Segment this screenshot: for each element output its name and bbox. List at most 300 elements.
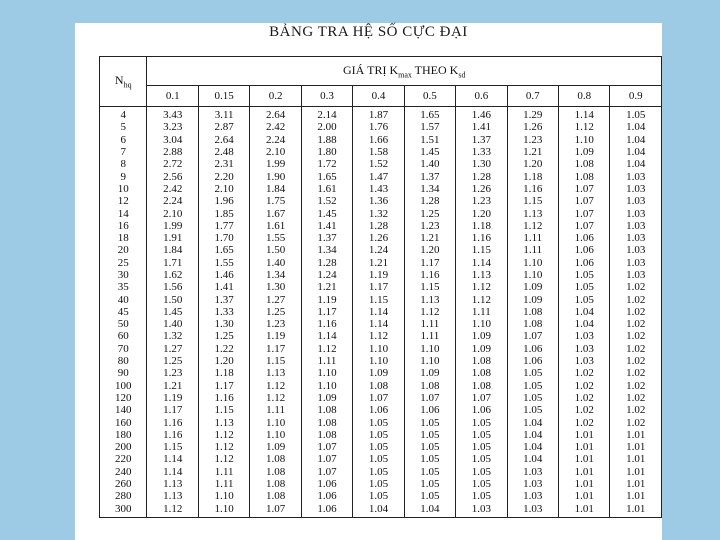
- table-row: [100, 146, 662, 158]
- kmax-cell: 1.03: [610, 207, 662, 219]
- kmax-cell: 1.07: [558, 207, 609, 219]
- kmax-cell: 1.37: [301, 232, 352, 244]
- kmax-cell: 1.70: [198, 232, 249, 244]
- kmax-cell: 1.28: [301, 257, 352, 269]
- kmax-cell: 1.10: [404, 355, 455, 367]
- kmax-cell: 1.05: [456, 416, 507, 428]
- kmax-cell: 1.50: [147, 293, 198, 305]
- kmax-cell: 1.45: [147, 306, 198, 318]
- table-row: [100, 416, 662, 428]
- kmax-cell: 1.14: [353, 306, 404, 318]
- kmax-cell: 1.08: [558, 158, 609, 170]
- kmax-cell: 1.02: [558, 404, 609, 416]
- kmax-cell: 1.23: [147, 367, 198, 379]
- kmax-cell: 1.41: [301, 220, 352, 232]
- table-row: [100, 318, 662, 330]
- kmax-cell: 1.03: [558, 343, 609, 355]
- kmax-cell: 1.84: [250, 183, 301, 195]
- kmax-cell: 2.88: [147, 146, 198, 158]
- kmax-cell: 1.55: [198, 257, 249, 269]
- kmax-cell: 1.02: [558, 367, 609, 379]
- kmax-cell: 1.12: [558, 121, 609, 133]
- kmax-cell: 1.14: [456, 257, 507, 269]
- kmax-cell: 1.16: [198, 392, 249, 404]
- kmax-cell: 1.11: [507, 244, 558, 256]
- kmax-cell: 1.17: [301, 306, 352, 318]
- kmax-cell: 1.04: [507, 453, 558, 465]
- kmax-cell: 1.03: [610, 244, 662, 256]
- kmax-cell: 1.03: [610, 195, 662, 207]
- kmax-cell: 1.16: [147, 416, 198, 428]
- kmax-cell: 2.10: [198, 183, 249, 195]
- nhq-cell: 240: [100, 466, 147, 478]
- nhq-header: [100, 57, 147, 107]
- kmax-cell: 1.05: [404, 490, 455, 502]
- kmax-cell: 1.33: [198, 306, 249, 318]
- nhq-label: N: [114, 73, 124, 88]
- kmax-cell: 1.26: [507, 121, 558, 133]
- kmax-cell: 2.72: [147, 158, 198, 170]
- kmax-cell: 2.48: [198, 146, 249, 158]
- kmax-cell: 1.17: [404, 257, 455, 269]
- kmax-cell: 1.23: [250, 318, 301, 330]
- kmax-cell: 1.27: [147, 343, 198, 355]
- kmax-cell: 1.05: [456, 466, 507, 478]
- kmax-cell: 1.02: [610, 380, 662, 392]
- kmax-cell: 1.56: [147, 281, 198, 293]
- kmax-cell: 1.05: [456, 478, 507, 490]
- kmax-cell: 1.14: [353, 318, 404, 330]
- kmax-cell: 1.41: [456, 121, 507, 133]
- kmax-cell: 1.05: [353, 490, 404, 502]
- kmax-cell: 1.18: [198, 367, 249, 379]
- nhq-cell: 35: [100, 281, 147, 293]
- nhq-cell: 180: [100, 429, 147, 441]
- table-row: [100, 269, 662, 281]
- kmax-cell: 1.06: [507, 355, 558, 367]
- kmax-cell: 1.05: [353, 466, 404, 478]
- kmax-cell: 1.22: [198, 343, 249, 355]
- kmax-cell: 2.24: [250, 134, 301, 146]
- nhq-cell: 40: [100, 293, 147, 305]
- kmax-cell: 1.20: [507, 158, 558, 170]
- kmax-cell: 1.58: [353, 146, 404, 158]
- kmax-cell: 1.02: [610, 306, 662, 318]
- table-row: [100, 107, 662, 122]
- kmax-cell: 1.02: [610, 367, 662, 379]
- kmax-cell: 1.84: [147, 244, 198, 256]
- kmax-cell: 1.15: [353, 293, 404, 305]
- kmax-cell: 1.04: [610, 146, 662, 158]
- kmax-cell: 1.62: [147, 269, 198, 281]
- kmax-cell: 1.61: [250, 220, 301, 232]
- kmax-cell: 1.02: [610, 416, 662, 428]
- kmax-cell: 1.08: [507, 306, 558, 318]
- nhq-cell: 280: [100, 490, 147, 502]
- kmax-cell: 1.15: [404, 281, 455, 293]
- kmax-cell: 1.05: [404, 453, 455, 465]
- table-row: [100, 380, 662, 392]
- kmax-cell: 1.07: [558, 195, 609, 207]
- ksd-column-header: 0.8: [558, 86, 609, 107]
- kmax-cell: 1.05: [456, 429, 507, 441]
- nhq-cell: 7: [100, 146, 147, 158]
- kmax-cell: 1.06: [301, 503, 352, 518]
- kmax-cell: 1.15: [147, 441, 198, 453]
- kmax-cell: 1.15: [198, 404, 249, 416]
- kmax-cell: 1.12: [507, 220, 558, 232]
- nhq-cell: 200: [100, 441, 147, 453]
- nhq-cell: 300: [100, 503, 147, 518]
- table-row: [100, 490, 662, 502]
- kmax-cell: 1.03: [558, 330, 609, 342]
- kmax-cell: 1.05: [558, 293, 609, 305]
- kmax-cell: 1.37: [404, 170, 455, 182]
- kmax-cell: 1.02: [610, 392, 662, 404]
- kmax-cell: 1.07: [507, 330, 558, 342]
- kmax-cell: 1.03: [610, 170, 662, 182]
- kmax-cell: 1.09: [456, 330, 507, 342]
- kmax-cell: 1.10: [198, 503, 249, 518]
- ksd-column-header: 0.3: [301, 86, 352, 107]
- kmax-cell: 1.52: [353, 158, 404, 170]
- kmax-header-prefix: GIÁ TRỊ K: [343, 62, 399, 77]
- kmax-cell: 1.04: [404, 503, 455, 518]
- kmax-cell: 1.25: [147, 355, 198, 367]
- kmax-cell: 1.02: [610, 330, 662, 342]
- kmax-cell: 1.50: [250, 244, 301, 256]
- kmax-cell: 1.04: [558, 306, 609, 318]
- kmax-cell: 1.24: [353, 244, 404, 256]
- nhq-sub: hq: [123, 80, 132, 90]
- kmax-cell: 1.08: [353, 380, 404, 392]
- kmax-cell: 1.72: [301, 158, 352, 170]
- header-row-ksd: [100, 86, 662, 107]
- nhq-cell: 6: [100, 134, 147, 146]
- kmax-cell: 1.14: [147, 466, 198, 478]
- kmax-cell: 1.10: [198, 490, 249, 502]
- kmax-cell: 1.37: [198, 293, 249, 305]
- table-row: [100, 207, 662, 219]
- kmax-cell: 1.91: [147, 232, 198, 244]
- kmax-cell: 1.25: [250, 306, 301, 318]
- kmax-cell: 1.02: [610, 318, 662, 330]
- kmax-cell: 1.02: [610, 404, 662, 416]
- kmax-cell: 1.33: [456, 146, 507, 158]
- kmax-cell: 1.15: [456, 244, 507, 256]
- nhq-cell: 14: [100, 207, 147, 219]
- kmax-cell: 1.05: [558, 269, 609, 281]
- kmax-cell: 1.07: [404, 392, 455, 404]
- kmax-cell: 1.20: [404, 244, 455, 256]
- kmax-cell: 1.30: [198, 318, 249, 330]
- nhq-cell: 5: [100, 121, 147, 133]
- kmax-cell: 1.08: [404, 380, 455, 392]
- kmax-cell: 1.06: [353, 404, 404, 416]
- kmax-cell: 1.10: [353, 343, 404, 355]
- nhq-cell: 10: [100, 183, 147, 195]
- kmax-cell: 1.09: [301, 392, 352, 404]
- nhq-cell: 70: [100, 343, 147, 355]
- kmax-cell: 1.67: [250, 207, 301, 219]
- kmax-table: [99, 56, 662, 518]
- kmax-cell: 2.56: [147, 170, 198, 182]
- kmax-cell: 1.28: [353, 220, 404, 232]
- kmax-header-mid: THEO K: [411, 62, 459, 77]
- kmax-cell: 1.07: [558, 220, 609, 232]
- kmax-cell: 3.11: [198, 107, 249, 122]
- kmax-cell: 1.65: [198, 244, 249, 256]
- table-row: [100, 183, 662, 195]
- kmax-cell: 1.10: [507, 257, 558, 269]
- table-row: [100, 195, 662, 207]
- kmax-cell: 1.03: [507, 478, 558, 490]
- table-row: [100, 232, 662, 244]
- kmax-cell: 1.05: [404, 466, 455, 478]
- kmax-cell: 1.16: [404, 269, 455, 281]
- kmax-cell: 1.52: [301, 195, 352, 207]
- kmax-cell: 1.20: [198, 355, 249, 367]
- kmax-cell: 1.16: [147, 429, 198, 441]
- table-row: [100, 281, 662, 293]
- kmax-cell: 1.27: [250, 293, 301, 305]
- kmax-cell: 1.01: [558, 490, 609, 502]
- table-row: [100, 404, 662, 416]
- kmax-cell: 1.02: [610, 355, 662, 367]
- ksd-column-header: 0.4: [353, 86, 404, 107]
- kmax-cell: 1.11: [198, 478, 249, 490]
- kmax-cell: 1.45: [404, 146, 455, 158]
- table-row: [100, 367, 662, 379]
- kmax-cell: 2.14: [301, 107, 352, 122]
- kmax-cell: 2.87: [198, 121, 249, 133]
- table-row: [100, 429, 662, 441]
- kmax-cell: 1.23: [507, 134, 558, 146]
- kmax-cell: 1.08: [301, 429, 352, 441]
- kmax-cell: 1.05: [507, 367, 558, 379]
- kmax-cell: 1.24: [301, 269, 352, 281]
- kmax-cell: 1.04: [507, 441, 558, 453]
- kmax-cell: 1.04: [507, 416, 558, 428]
- kmax-cell: 1.16: [507, 183, 558, 195]
- kmax-cell: 1.06: [558, 244, 609, 256]
- nhq-cell: 20: [100, 244, 147, 256]
- kmax-cell: 1.26: [353, 232, 404, 244]
- kmax-cell: 1.07: [301, 441, 352, 453]
- kmax-cell: 1.05: [610, 107, 662, 122]
- table-row: [100, 355, 662, 367]
- kmax-cell: 1.34: [301, 244, 352, 256]
- nhq-cell: 9: [100, 170, 147, 182]
- table-row: [100, 158, 662, 170]
- kmax-cell: 1.04: [353, 503, 404, 518]
- kmax-cell: 1.14: [147, 453, 198, 465]
- kmax-cell: 1.05: [353, 453, 404, 465]
- kmax-cell: 3.04: [147, 134, 198, 146]
- table-row: [100, 121, 662, 133]
- kmax-cell: 1.11: [301, 355, 352, 367]
- kmax-cell: 1.07: [353, 392, 404, 404]
- table-row: [100, 478, 662, 490]
- kmax-cell: 1.40: [147, 318, 198, 330]
- kmax-cell: 1.46: [198, 269, 249, 281]
- table-row: [100, 343, 662, 355]
- kmax-cell: 1.10: [558, 134, 609, 146]
- kmax-cell: 2.00: [301, 121, 352, 133]
- header-row-main: [100, 57, 662, 86]
- nhq-cell: 12: [100, 195, 147, 207]
- kmax-cell: 1.09: [250, 441, 301, 453]
- kmax-cell: 1.05: [404, 441, 455, 453]
- kmax-cell: 1.12: [353, 330, 404, 342]
- nhq-cell: 45: [100, 306, 147, 318]
- nhq-cell: 140: [100, 404, 147, 416]
- kmax-cell: 1.09: [507, 281, 558, 293]
- kmax-cell: 1.03: [558, 355, 609, 367]
- kmax-cell: 1.37: [456, 134, 507, 146]
- kmax-cell: 1.41: [198, 281, 249, 293]
- kmax-cell: 1.07: [558, 183, 609, 195]
- kmax-cell: 1.05: [353, 429, 404, 441]
- nhq-cell: 25: [100, 257, 147, 269]
- table-row: [100, 453, 662, 465]
- kmax-cell: 1.01: [558, 466, 609, 478]
- kmax-cell: 1.34: [250, 269, 301, 281]
- kmax-cell: 1.05: [353, 441, 404, 453]
- kmax-cell: 1.05: [507, 392, 558, 404]
- kmax-cell: 1.01: [610, 503, 662, 518]
- nhq-cell: 260: [100, 478, 147, 490]
- kmax-cell: 1.02: [610, 281, 662, 293]
- kmax-cell: 1.10: [404, 343, 455, 355]
- kmax-header-sub2: sd: [458, 70, 466, 80]
- ksd-column-header: 0.5: [404, 86, 455, 107]
- kmax-cell: 1.05: [404, 416, 455, 428]
- kmax-cell: 1.12: [301, 343, 352, 355]
- table-row: [100, 503, 662, 518]
- nhq-cell: 90: [100, 367, 147, 379]
- kmax-cell: 1.21: [353, 257, 404, 269]
- kmax-cell: 1.11: [507, 232, 558, 244]
- kmax-cell: 1.04: [558, 318, 609, 330]
- kmax-cell: 1.05: [456, 441, 507, 453]
- kmax-cell: 1.03: [610, 183, 662, 195]
- kmax-cell: 1.51: [404, 134, 455, 146]
- kmax-cell: 1.23: [456, 195, 507, 207]
- kmax-cell: 1.12: [456, 293, 507, 305]
- ksd-column-header: 0.6: [456, 86, 507, 107]
- kmax-cell: 2.10: [147, 207, 198, 219]
- kmax-cell: 1.19: [301, 293, 352, 305]
- kmax-cell: 1.21: [507, 146, 558, 158]
- kmax-cell: 1.99: [250, 158, 301, 170]
- kmax-cell: 3.43: [147, 107, 198, 122]
- kmax-cell: 2.10: [250, 146, 301, 158]
- kmax-cell: 1.05: [456, 490, 507, 502]
- kmax-cell: 1.28: [404, 195, 455, 207]
- kmax-cell: 1.10: [250, 429, 301, 441]
- nhq-cell: 120: [100, 392, 147, 404]
- kmax-cell: 2.64: [198, 134, 249, 146]
- kmax-cell: 1.43: [353, 183, 404, 195]
- nhq-cell: 8: [100, 158, 147, 170]
- nhq-cell: 18: [100, 232, 147, 244]
- kmax-cell: 1.12: [456, 281, 507, 293]
- kmax-cell: 1.47: [353, 170, 404, 182]
- kmax-cell: 1.05: [507, 380, 558, 392]
- kmax-cell: 1.13: [507, 207, 558, 219]
- kmax-cell: 1.23: [404, 220, 455, 232]
- kmax-cell: 1.10: [507, 269, 558, 281]
- kmax-cell: 1.57: [404, 121, 455, 133]
- kmax-cell: 1.36: [353, 195, 404, 207]
- kmax-cell: 1.07: [301, 453, 352, 465]
- kmax-cell: 1.14: [301, 330, 352, 342]
- kmax-cell: 1.46: [456, 107, 507, 122]
- kmax-cell: 1.02: [610, 343, 662, 355]
- kmax-cell: 1.03: [610, 232, 662, 244]
- kmax-cell: 1.01: [558, 429, 609, 441]
- kmax-cell: 1.20: [456, 207, 507, 219]
- kmax-cell: 1.11: [198, 466, 249, 478]
- kmax-cell: 1.10: [250, 416, 301, 428]
- kmax-cell: 1.85: [198, 207, 249, 219]
- kmax-cell: 1.88: [301, 134, 352, 146]
- kmax-cell: 1.77: [198, 220, 249, 232]
- kmax-cell: 1.21: [404, 232, 455, 244]
- kmax-cell: 1.01: [610, 429, 662, 441]
- kmax-cell: 1.11: [404, 330, 455, 342]
- kmax-cell: 1.03: [610, 269, 662, 281]
- kmax-cell: 1.03: [507, 490, 558, 502]
- kmax-cell: 1.05: [404, 429, 455, 441]
- kmax-cell: 2.31: [198, 158, 249, 170]
- table-row: [100, 293, 662, 305]
- kmax-cell: 1.17: [250, 343, 301, 355]
- table-row: [100, 170, 662, 182]
- kmax-cell: 1.80: [301, 146, 352, 158]
- kmax-cell: 1.05: [404, 478, 455, 490]
- kmax-cell: 1.13: [198, 416, 249, 428]
- kmax-cell: 1.75: [250, 195, 301, 207]
- kmax-cell: 1.06: [456, 404, 507, 416]
- kmax-cell: 1.01: [558, 478, 609, 490]
- kmax-cell: 1.96: [198, 195, 249, 207]
- kmax-cell: 1.01: [558, 503, 609, 518]
- kmax-cell: 1.08: [250, 466, 301, 478]
- kmax-cell: 1.13: [250, 367, 301, 379]
- kmax-cell: 1.11: [250, 404, 301, 416]
- kmax-cell: 1.03: [456, 503, 507, 518]
- kmax-cell: 1.08: [558, 170, 609, 182]
- kmax-cell: 1.08: [507, 318, 558, 330]
- kmax-cell: 1.06: [558, 257, 609, 269]
- kmax-cell: 1.04: [610, 121, 662, 133]
- kmax-cell: 1.30: [456, 158, 507, 170]
- kmax-cell: 1.13: [404, 293, 455, 305]
- kmax-cell: 1.90: [250, 170, 301, 182]
- table-row: [100, 257, 662, 269]
- kmax-cell: 1.05: [353, 416, 404, 428]
- kmax-cell: 1.32: [353, 207, 404, 219]
- kmax-cell: 1.65: [404, 107, 455, 122]
- kmax-cell: 1.04: [610, 158, 662, 170]
- kmax-cell: 1.17: [147, 404, 198, 416]
- table-row: [100, 466, 662, 478]
- kmax-cell: 1.29: [507, 107, 558, 122]
- kmax-cell: 1.12: [147, 503, 198, 518]
- ksd-column-header: 0.9: [610, 86, 662, 107]
